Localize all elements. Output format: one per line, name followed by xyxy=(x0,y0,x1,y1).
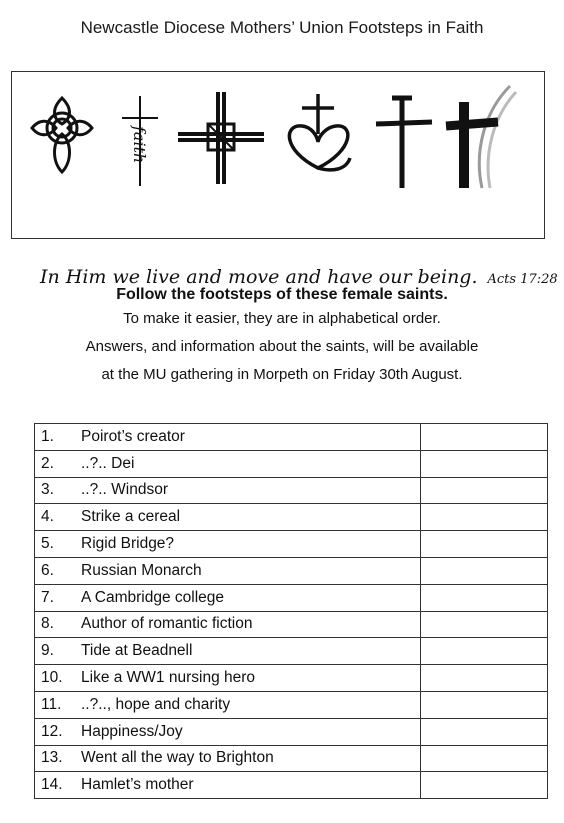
motto: In Him we live and move and have our being. xyxy=(40,266,478,288)
clue-cell xyxy=(35,611,421,638)
svg-text:faith: faith xyxy=(130,126,149,164)
table-row xyxy=(35,611,548,638)
intro-heading: Follow the footsteps of these female saints. xyxy=(116,286,448,303)
answer-cell[interactable] xyxy=(421,477,548,504)
clue-text: Like a WW1 nursing hero xyxy=(81,669,256,687)
answer-cell[interactable] xyxy=(421,450,548,477)
clue-number: 5. xyxy=(41,535,54,553)
table-row xyxy=(35,531,548,558)
clue-number: 1. xyxy=(41,427,54,445)
answer-cell[interactable] xyxy=(421,718,548,745)
clue-text: Author of romantic fiction xyxy=(81,615,253,633)
table-row xyxy=(35,450,548,477)
clue-number: 11. xyxy=(41,695,62,713)
page-title: Newcastle Diocese Mothers’ Union Footsteps in Faith xyxy=(80,18,484,37)
table-row xyxy=(35,691,548,718)
intro-line: Answers, and information about the saints, will be available xyxy=(85,338,479,355)
clue-text: Rigid Bridge? xyxy=(81,535,175,553)
clue-text: A Cambridge college xyxy=(81,588,225,606)
clue-cell xyxy=(35,718,421,745)
clue-number: 7. xyxy=(41,588,54,606)
clue-number: 2. xyxy=(41,454,54,472)
clue-cell xyxy=(35,745,421,772)
clue-cell xyxy=(35,584,421,611)
intro-section xyxy=(0,285,564,389)
crosses-illustration xyxy=(12,72,546,240)
brush-stroke-cross-icon xyxy=(446,86,516,188)
answer-cell[interactable] xyxy=(421,745,548,772)
clue-number: 13. xyxy=(41,749,63,767)
answer-cell[interactable] xyxy=(421,665,548,692)
clue-cell xyxy=(35,531,421,558)
crosses-banner xyxy=(11,71,558,288)
clue-number: 3. xyxy=(41,481,54,499)
clue-text: Poirot’s creator xyxy=(81,427,185,445)
faith-word-cross-icon xyxy=(122,96,158,186)
table-row xyxy=(35,745,548,772)
intro-line: To make it easier, they are in alphabetical order. xyxy=(123,310,441,327)
clue-text: Went all the way to Brighton xyxy=(81,749,274,767)
clue-cell xyxy=(35,665,421,692)
clue-cell xyxy=(35,424,421,451)
clue-number: 12. xyxy=(41,722,63,740)
answer-cell[interactable] xyxy=(421,557,548,584)
nail-cross-icon xyxy=(376,98,432,188)
scripture-reference: Acts 17:28 xyxy=(487,272,558,287)
clue-text: ..?.. Windsor xyxy=(81,481,168,499)
celtic-knot-cross-icon xyxy=(32,98,92,172)
clue-cell xyxy=(35,477,421,504)
clue-number: 8. xyxy=(41,615,54,633)
clue-cell xyxy=(35,638,421,665)
answer-cell[interactable] xyxy=(421,611,548,638)
table-row xyxy=(35,424,548,451)
table-row xyxy=(35,504,548,531)
answer-cell[interactable] xyxy=(421,772,548,799)
st-brigid-cross-icon xyxy=(178,92,264,184)
clue-number: 10. xyxy=(41,669,63,687)
clue-text: Russian Monarch xyxy=(81,561,202,579)
clue-text: Hamlet’s mother xyxy=(81,776,194,794)
clue-cell xyxy=(35,772,421,799)
clue-text: ..?.. Dei xyxy=(81,454,135,472)
clue-number: 9. xyxy=(41,642,54,660)
heart-cross-icon xyxy=(289,94,350,170)
clue-cell xyxy=(35,450,421,477)
clue-number: 4. xyxy=(41,508,54,526)
clue-number: 14. xyxy=(41,776,63,794)
answer-cell[interactable] xyxy=(421,584,548,611)
answer-cell[interactable] xyxy=(421,424,548,451)
intro-line: at the MU gathering in Morpeth on Friday 30th August. xyxy=(101,366,463,383)
clue-text: Strike a cereal xyxy=(81,508,181,526)
answer-cell[interactable] xyxy=(421,504,548,531)
table-row xyxy=(35,557,548,584)
clue-text: Tide at Beadnell xyxy=(81,642,193,660)
table-row xyxy=(35,638,548,665)
clue-number: 6. xyxy=(41,561,54,579)
clue-cell xyxy=(35,691,421,718)
clue-cell xyxy=(35,504,421,531)
answer-cell[interactable] xyxy=(421,531,548,558)
table-row xyxy=(35,584,548,611)
quiz-table xyxy=(34,423,548,799)
table-row xyxy=(35,772,548,799)
table-row xyxy=(35,477,548,504)
clue-text: Happiness/Joy xyxy=(81,722,183,740)
table-row xyxy=(35,665,548,692)
clue-cell xyxy=(35,557,421,584)
answer-cell[interactable] xyxy=(421,638,548,665)
table-row xyxy=(35,718,548,745)
clue-text: ..?.., hope and charity xyxy=(81,695,231,713)
answer-cell[interactable] xyxy=(421,691,548,718)
